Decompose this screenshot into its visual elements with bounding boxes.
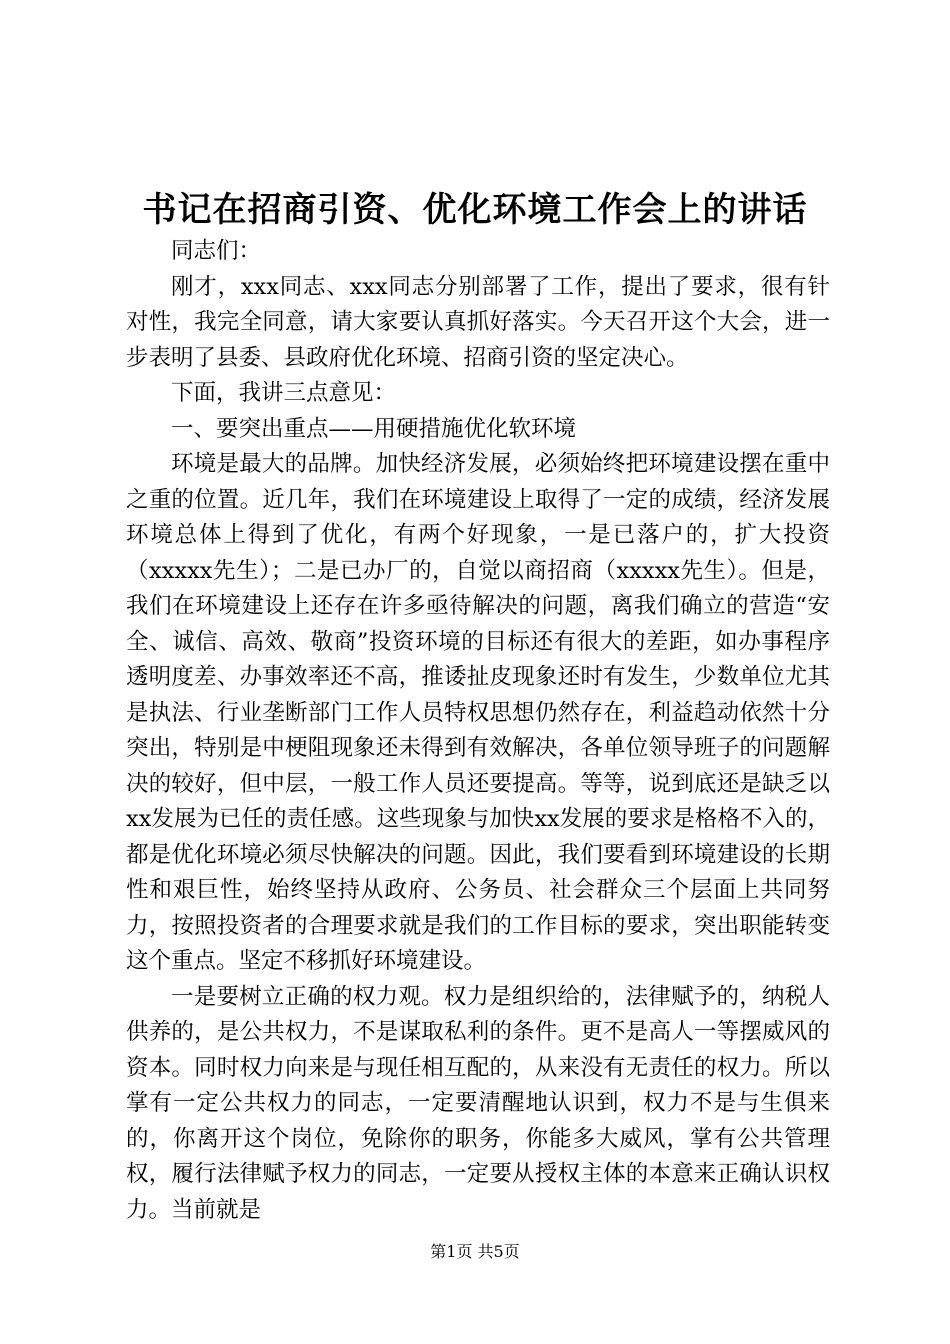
page-footer: 第1页 共5页 (430, 1242, 520, 1261)
section-heading: 一、要突出重点——用硬措施优化软环境 (171, 415, 577, 442)
body-paragraph: 一是要树立正确的权力观。权力是组织给的，法律赋予的，纳税人供养的，是公共权力，不是谋取私利的条件。更不是高人一等摆威风的资本。同时权力向来是与现任相互配的，从来没有无责任的权力。所以掌有一定公共权力的同志，一定要清醒地认识到，权力不是与生俱来的，你离开这个岗位，免除你的职务，你能多大威风，掌有公共管理权，履行法律赋予权力的同志，一定要从授权主体的本意来正确认识权力。当前就是 (126, 983, 830, 1223)
salutation-paragraph: 同志们： (171, 238, 262, 264)
body-paragraph: 下面，我讲三点意见： (171, 380, 397, 406)
document-title: 书记在招商引资、优化环境工作会上的讲话 (142, 190, 808, 230)
document-body (126, 234, 830, 1228)
body-paragraph: 刚才，xxx同志、xxx同志分别部署了工作，提出了要求，很有针对性，我完全同意，请大家要认真抓好落实。今天召开这个大会，进一步表明了县委、县政府优化环境、招商引资的坚定决心。 (126, 273, 830, 371)
body-paragraph: 环境是最大的品牌。加快经济发展，必须始终把环境建设摆在重中之重的位置。近几年，我们在环境建设上取得了一定的成绩，经济发展环境总体上得到了优化，有两个好现象，一是已落户的，扩大投资（xxxxx先生）；二是已办厂的，自觉以商招商（xxxxx先生）。但是，我们在环境建设上还存在许多亟待解决的问题，离我们确立的营造“安全、诚信、高效、敬商”投资环境的目标还有很大的差距，如办事程序透明度差、办事效率还不高，推诿扯皮现象还时有发生，少数单位尤其是执法、行业垄断部门工作人员特权思想仍然存在，利益趋动依然十分突出，特别是中梗阻现象还未得到有效解决，各单位领导班子的问题解决的较好，但中层，一般工作人员还要提高。等等，说到底还是缺乏以xx发展为已任的责任感。这些现象与加快xx发展的要求是格格不入的，都是优化环境必须尽快解决的问题。因此，我们要看到环境建设的长期性和艰巨性，始终坚持从政府、公务员、社会群众三个层面上共同努力，按照投资者的合理要求就是我们的工作目标的要求，突出职能转变这个重点。坚定不移抓好环境建设。 (126, 451, 830, 974)
